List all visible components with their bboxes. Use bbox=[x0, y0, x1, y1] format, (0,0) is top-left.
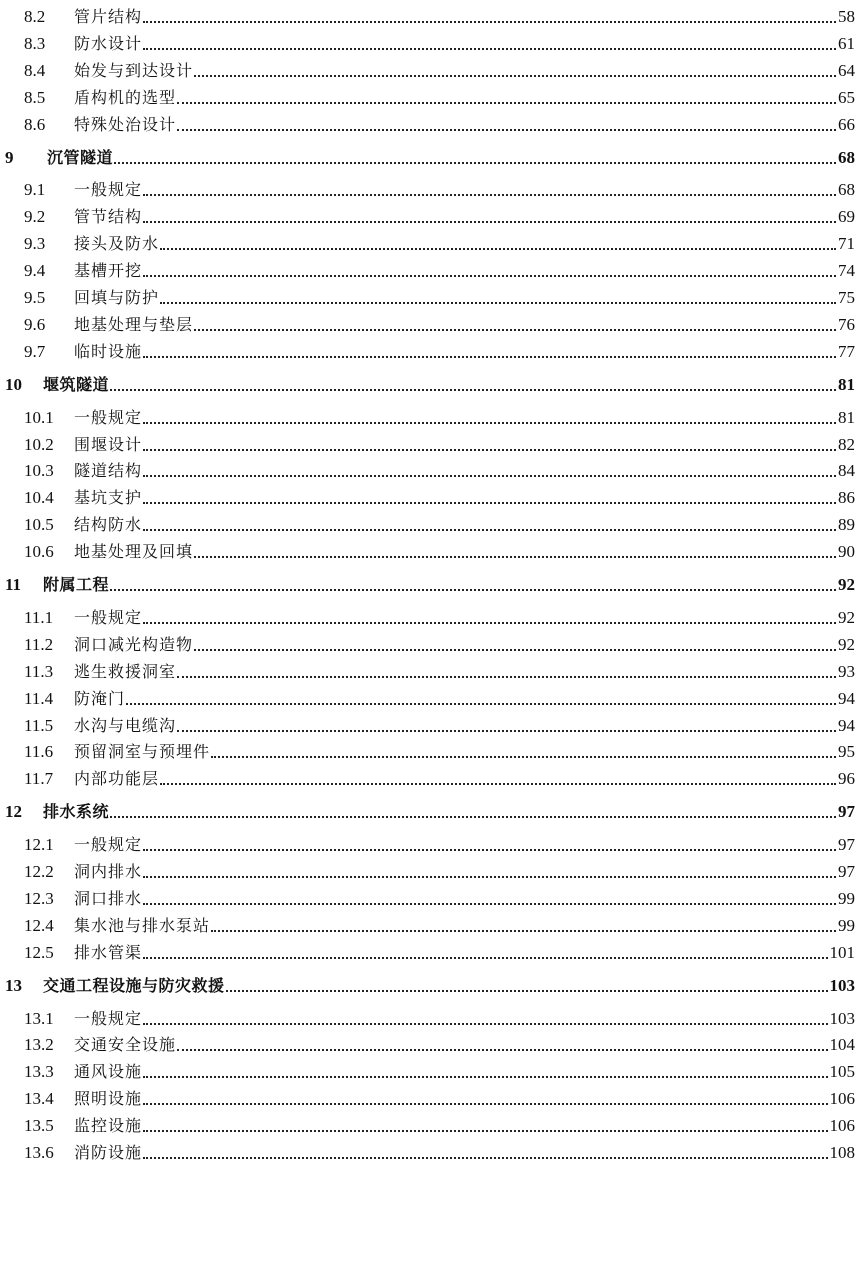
toc-entry-page-number: 104 bbox=[829, 1035, 855, 1055]
toc-entry-page-number: 92 bbox=[838, 634, 855, 654]
toc-entry-number: 9.7 bbox=[24, 341, 46, 361]
toc-section-row[interactable] bbox=[0, 200, 867, 228]
toc-entry-title: 防水设计 bbox=[74, 33, 143, 53]
toc-entry-title: 通风设施 bbox=[74, 1062, 143, 1082]
toc-entry-page-number: 77 bbox=[838, 341, 855, 361]
toc-entry-page-number: 69 bbox=[838, 207, 855, 227]
dot-leader bbox=[177, 730, 836, 732]
toc-entry-page-number: 64 bbox=[838, 60, 855, 80]
dot-leader bbox=[143, 957, 827, 959]
toc-entry-title: 盾构机的选型 bbox=[74, 87, 177, 107]
toc-entry-page-number: 103 bbox=[829, 1008, 855, 1028]
toc-section-row[interactable] bbox=[0, 855, 867, 883]
toc-entry-title: 一般规定 bbox=[74, 180, 143, 200]
toc-entry-page-number: 106 bbox=[829, 1089, 855, 1109]
toc-entry-number: 10.6 bbox=[24, 542, 54, 562]
dot-leader bbox=[160, 302, 836, 304]
toc-section-row[interactable] bbox=[0, 308, 867, 336]
toc-entry-number: 12.2 bbox=[24, 862, 54, 881]
toc-entry-page-number: 99 bbox=[838, 915, 855, 935]
toc-chapter-row[interactable] bbox=[0, 568, 867, 596]
toc-entry-title: 内部功能层 bbox=[74, 769, 160, 789]
toc-entry-number: 12 bbox=[5, 802, 22, 822]
dot-leader bbox=[126, 703, 836, 705]
dot-leader bbox=[143, 449, 836, 451]
toc-section-row[interactable] bbox=[0, 909, 867, 937]
toc-entry-number: 12.3 bbox=[24, 888, 54, 908]
toc-entry-number: 11.6 bbox=[24, 742, 54, 762]
toc-section-row[interactable] bbox=[0, 1109, 867, 1137]
dot-leader bbox=[194, 649, 836, 651]
toc-entry-page-number: 96 bbox=[838, 769, 855, 789]
toc-entry-title: 逃生救援洞室 bbox=[74, 661, 177, 681]
toc-section-row[interactable] bbox=[0, 173, 867, 201]
toc-section-row[interactable] bbox=[0, 1055, 867, 1083]
toc-section-row[interactable] bbox=[0, 628, 867, 656]
dot-leader bbox=[143, 1076, 827, 1078]
toc-entry-title: 接头及防水 bbox=[74, 234, 160, 254]
dot-leader bbox=[177, 102, 836, 104]
toc-entry-number: 8.6 bbox=[24, 114, 46, 134]
dot-leader bbox=[143, 1157, 827, 1159]
toc-entry-title: 洞口减光构造物 bbox=[74, 634, 194, 654]
toc-entry-number: 12.1 bbox=[24, 835, 54, 855]
toc-entry-title: 消防设施 bbox=[74, 1143, 143, 1162]
dot-leader bbox=[177, 129, 836, 131]
toc-entry-title: 洞口排水 bbox=[74, 888, 143, 908]
toc-entry-number: 8.3 bbox=[24, 33, 46, 53]
toc-entry-page-number: 94 bbox=[838, 715, 855, 735]
toc-entry-page-number: 97 bbox=[838, 862, 855, 881]
toc-entry-page-number: 84 bbox=[838, 461, 855, 481]
toc-entry-number: 11.5 bbox=[24, 715, 54, 735]
toc-entry-title: 一般规定 bbox=[74, 407, 143, 427]
toc-entry-number: 10.5 bbox=[24, 515, 54, 535]
toc-entry-number: 9.1 bbox=[24, 180, 46, 200]
toc-section-row[interactable] bbox=[0, 508, 867, 536]
dot-leader bbox=[226, 990, 828, 992]
dot-leader bbox=[143, 422, 836, 424]
toc-entry-page-number: 92 bbox=[838, 575, 855, 594]
dot-leader bbox=[160, 783, 836, 785]
toc-entry-page-number: 81 bbox=[838, 407, 855, 427]
toc-entry-page-number: 71 bbox=[838, 234, 855, 254]
toc-section-row[interactable] bbox=[0, 735, 867, 763]
toc-entry-number: 12.4 bbox=[24, 915, 54, 935]
toc-entry-page-number: 81 bbox=[838, 374, 855, 394]
toc-section-row[interactable] bbox=[0, 655, 867, 683]
toc-chapter-row[interactable] bbox=[0, 141, 867, 169]
toc-entry-page-number: 65 bbox=[838, 87, 855, 107]
toc-entry-page-number: 61 bbox=[838, 33, 855, 53]
dot-leader bbox=[194, 75, 836, 77]
toc-section-row[interactable] bbox=[0, 401, 867, 429]
toc-entry-title: 堰筑隧道 bbox=[43, 374, 110, 394]
dot-leader bbox=[143, 1103, 827, 1105]
toc-entry-page-number: 58 bbox=[838, 7, 855, 26]
toc-section-row[interactable] bbox=[0, 335, 867, 363]
toc-section-row[interactable] bbox=[0, 601, 867, 629]
toc-entry-page-number: 108 bbox=[829, 1143, 855, 1162]
dot-leader bbox=[143, 21, 836, 23]
toc-section-row[interactable] bbox=[0, 1136, 867, 1164]
dot-leader bbox=[110, 389, 836, 391]
toc-section-row[interactable] bbox=[0, 1028, 867, 1056]
toc-entry-title: 一般规定 bbox=[74, 1008, 143, 1028]
toc-entry-number: 10.4 bbox=[24, 488, 54, 508]
toc-entry-page-number: 76 bbox=[838, 314, 855, 334]
dot-leader bbox=[143, 1130, 827, 1132]
toc-entry-title: 照明设施 bbox=[74, 1089, 143, 1109]
toc-entry-number: 8.5 bbox=[24, 87, 46, 107]
toc-entry-page-number: 106 bbox=[829, 1116, 855, 1136]
toc-entry-title: 地基处理及回填 bbox=[74, 542, 194, 562]
toc-entry-title: 预留洞室与预埋件 bbox=[74, 742, 211, 762]
dot-leader bbox=[143, 48, 836, 50]
toc-entry-page-number: 68 bbox=[838, 180, 855, 200]
toc-section-row[interactable] bbox=[0, 1082, 867, 1110]
toc-entry-number: 11.4 bbox=[24, 688, 54, 708]
toc-entry-page-number: 89 bbox=[838, 515, 855, 535]
toc-entry-number: 13.5 bbox=[24, 1116, 54, 1136]
toc-section-row[interactable] bbox=[0, 81, 867, 109]
toc-entry-page-number: 92 bbox=[838, 607, 855, 627]
dot-leader bbox=[143, 876, 836, 878]
toc-entry-number: 11.2 bbox=[24, 634, 54, 654]
toc-entry-number: 13.2 bbox=[24, 1035, 54, 1055]
toc-entry-title: 基槽开挖 bbox=[74, 261, 143, 281]
toc-entry-number: 13.1 bbox=[24, 1008, 54, 1028]
toc-chapter-row[interactable] bbox=[0, 969, 867, 997]
toc-entry-page-number: 94 bbox=[838, 688, 855, 708]
toc-entry-title: 地基处理与垫层 bbox=[74, 314, 194, 334]
toc-entry-number: 8.2 bbox=[24, 7, 46, 26]
toc-entry-title: 始发与到达设计 bbox=[74, 60, 194, 80]
toc-entry-title: 基坑支护 bbox=[74, 488, 143, 508]
toc-entry-page-number: 97 bbox=[838, 802, 855, 822]
dot-leader bbox=[194, 556, 836, 558]
toc-chapter-row[interactable] bbox=[0, 795, 867, 823]
toc-section-row[interactable] bbox=[0, 709, 867, 737]
toc-section-row[interactable] bbox=[0, 227, 867, 255]
toc-entry-title: 临时设施 bbox=[74, 341, 143, 361]
dot-leader bbox=[143, 194, 836, 196]
toc-entry-page-number: 90 bbox=[838, 542, 855, 562]
toc-section-row[interactable] bbox=[0, 762, 867, 790]
dot-leader bbox=[110, 816, 836, 818]
toc-entry-number: 9.3 bbox=[24, 234, 46, 254]
toc-entry-title: 监控设施 bbox=[74, 1116, 143, 1136]
dot-leader bbox=[143, 221, 836, 223]
toc-entry-number: 10.3 bbox=[24, 461, 54, 481]
toc-entry-title: 管片结构 bbox=[74, 7, 143, 26]
dot-leader bbox=[194, 329, 836, 331]
toc-entry-page-number: 74 bbox=[838, 261, 855, 281]
toc-section-row[interactable] bbox=[0, 936, 867, 964]
dot-leader bbox=[143, 275, 836, 277]
dot-leader bbox=[143, 903, 836, 905]
toc-entry-number: 8.4 bbox=[24, 60, 46, 80]
toc-entry-title: 交通工程设施与防灾救援 bbox=[43, 975, 225, 995]
toc-entry-number: 9.5 bbox=[24, 288, 46, 307]
toc-section-row[interactable] bbox=[0, 481, 867, 509]
toc-entry-number: 9.2 bbox=[24, 207, 46, 227]
dot-leader bbox=[143, 849, 836, 851]
toc-entry-title: 管节结构 bbox=[74, 207, 143, 227]
toc-entry-number: 11.7 bbox=[24, 769, 54, 789]
toc-section-row[interactable] bbox=[0, 108, 867, 136]
toc-section-row[interactable] bbox=[0, 0, 867, 28]
toc-entry-title: 水沟与电缆沟 bbox=[74, 715, 177, 735]
toc-section-row[interactable] bbox=[0, 54, 867, 82]
dot-leader bbox=[211, 756, 836, 758]
toc-entry-page-number: 86 bbox=[838, 488, 855, 508]
toc-entry-number: 10.2 bbox=[24, 434, 54, 454]
toc-section-row[interactable] bbox=[0, 428, 867, 456]
dot-leader bbox=[160, 248, 836, 250]
toc-entry-title: 集水池与排水泵站 bbox=[74, 915, 211, 935]
toc-section-row[interactable] bbox=[0, 281, 867, 309]
toc-entry-title: 回填与防护 bbox=[74, 288, 160, 307]
dot-leader bbox=[114, 162, 836, 164]
toc-entry-page-number: 99 bbox=[838, 888, 855, 908]
toc-entry-title: 特殊处治设计 bbox=[74, 114, 177, 134]
toc-entry-title: 围堰设计 bbox=[74, 434, 143, 454]
toc-entry-title: 结构防水 bbox=[74, 515, 143, 535]
toc-section-row[interactable] bbox=[0, 682, 867, 710]
toc-entry-page-number: 66 bbox=[838, 114, 855, 134]
toc-entry-number: 11.3 bbox=[24, 661, 54, 681]
toc-entry-title: 交通安全设施 bbox=[74, 1035, 177, 1055]
dot-leader bbox=[143, 1023, 827, 1025]
dot-leader bbox=[143, 529, 836, 531]
dot-leader bbox=[110, 589, 836, 591]
toc-section-row[interactable] bbox=[0, 882, 867, 910]
toc-entry-number: 11 bbox=[5, 575, 22, 594]
toc-entry-number: 9.6 bbox=[24, 314, 46, 334]
toc-entry-page-number: 95 bbox=[838, 742, 855, 762]
toc-section-row[interactable] bbox=[0, 535, 867, 563]
toc-entry-page-number: 103 bbox=[829, 975, 855, 995]
toc-entry-page-number: 93 bbox=[838, 661, 855, 681]
toc-entry-number: 11.1 bbox=[24, 607, 54, 627]
toc-entry-page-number: 68 bbox=[838, 147, 855, 167]
dot-leader bbox=[143, 622, 836, 624]
toc-entry-page-number: 75 bbox=[838, 288, 855, 307]
toc-entry-number: 10 bbox=[5, 374, 22, 394]
toc-entry-title: 排水管渠 bbox=[74, 942, 143, 962]
dot-leader bbox=[177, 676, 836, 678]
toc-section-row[interactable] bbox=[0, 254, 867, 282]
dot-leader bbox=[143, 475, 836, 477]
toc-entry-number: 9.4 bbox=[24, 261, 46, 281]
toc-entry-title: 一般规定 bbox=[74, 835, 143, 855]
toc-entry-page-number: 105 bbox=[829, 1062, 855, 1082]
toc-entry-page-number: 97 bbox=[838, 835, 855, 855]
toc-entry-title: 防淹门 bbox=[74, 688, 126, 708]
toc-entry-number: 13.4 bbox=[24, 1089, 54, 1109]
toc-section-row[interactable] bbox=[0, 1002, 867, 1030]
dot-leader bbox=[143, 356, 836, 358]
toc-section-row[interactable] bbox=[0, 454, 867, 482]
dot-leader bbox=[143, 502, 836, 504]
dot-leader bbox=[177, 1049, 827, 1051]
toc-entry-number: 13 bbox=[5, 975, 22, 995]
toc-entry-number: 10.1 bbox=[24, 407, 54, 427]
toc-chapter-row[interactable] bbox=[0, 368, 867, 396]
toc-entry-number: 13.3 bbox=[24, 1062, 54, 1082]
toc-entry-title: 沉管隧道 bbox=[47, 147, 114, 167]
toc-entry-title: 一般规定 bbox=[74, 607, 143, 627]
toc-entry-title: 洞内排水 bbox=[74, 862, 143, 881]
toc-entry-number: 12.5 bbox=[24, 942, 54, 962]
toc-entry-page-number: 82 bbox=[838, 434, 855, 454]
toc-entry-number: 9 bbox=[5, 147, 14, 167]
toc-entry-page-number: 101 bbox=[829, 942, 855, 962]
toc-entry-title: 排水系统 bbox=[43, 802, 110, 822]
toc-section-row[interactable] bbox=[0, 27, 867, 55]
toc-entry-title: 隧道结构 bbox=[74, 461, 143, 481]
toc-section-row[interactable] bbox=[0, 828, 867, 856]
toc-entry-number: 13.6 bbox=[24, 1143, 54, 1162]
toc-entry-title: 附属工程 bbox=[43, 575, 110, 594]
dot-leader bbox=[211, 930, 836, 932]
